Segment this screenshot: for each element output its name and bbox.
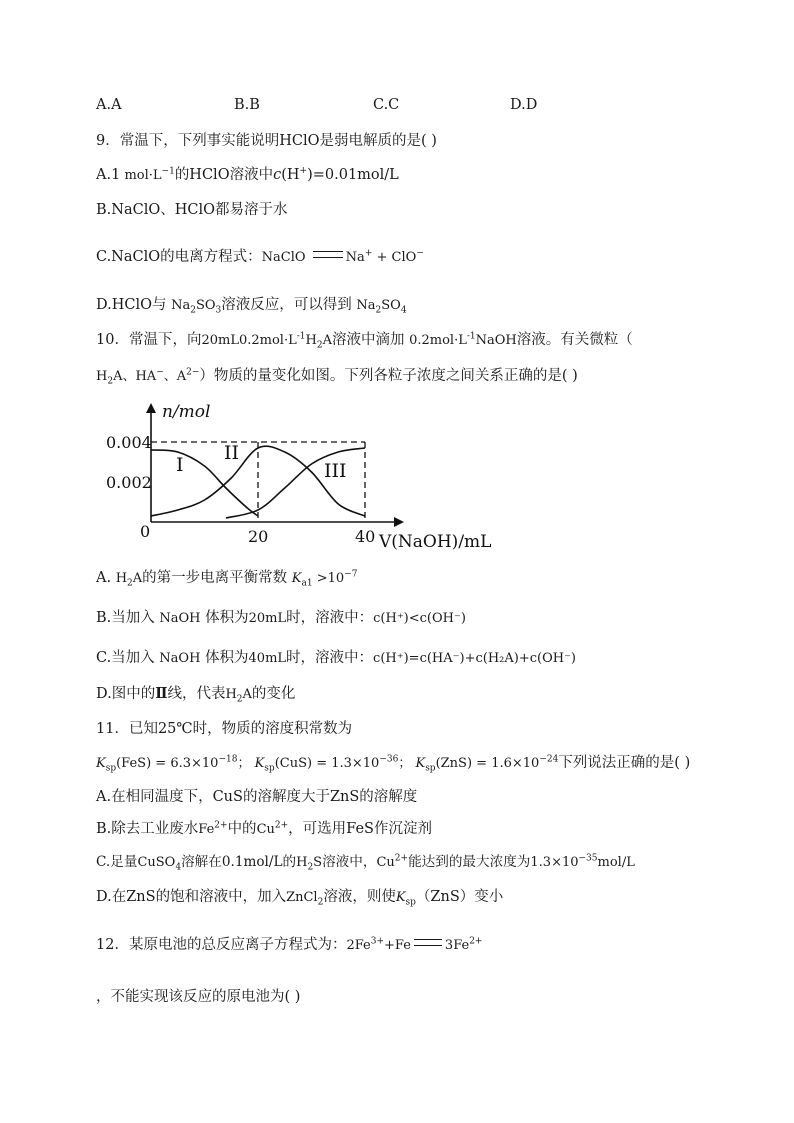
q11-ksp-line: $K_{sp}(FeS) = 6.3\times 10^{-18}$； $K_{sp}(CuS) = 1.3\times 10^{-36}$； $K_{sp}(ZnS) = 1.6\times 10^{-24}$下列说法正确的是( ) (96, 754, 691, 774)
prev-option-c: C.C (373, 97, 400, 113)
x-tick-0: 0 (140, 522, 151, 541)
q9-option-c: C.NaClO的电离方程式：NaClO Na+ + ClO− (96, 248, 424, 265)
species-amount-chart (96, 395, 506, 555)
q10-option-a: A. $H_2A$的第一步电离平衡常数 $K_{a1} >10^{-7}$ (96, 569, 358, 589)
q11-option-a: A.在相同温度下，CuS的溶解度大于ZnS的溶解度 (96, 789, 418, 805)
q10-stem-line2: $H_2A$、HA−、$A^{2-}$）物质的量变化如图。下列各粒子浓度之间关系正确的是( ) (96, 367, 578, 387)
curve-label-i: I (176, 454, 184, 476)
q9-option-a: A.1 $mol\cdot L^{-1}$的HClO溶液中c(H+)=0.01mol/L (96, 166, 399, 183)
curve-label-iii: III (324, 460, 347, 482)
prev-option-a: A.A (96, 97, 122, 113)
q9-option-b: B.NaClO、HClO都易溶于水 (96, 202, 288, 218)
x-axis-label: V(NaOH)/mL (379, 532, 492, 552)
x-axis-arrow (394, 517, 404, 527)
q9-option-d: D.HClO与 $Na_2SO_3$溶液反应，可以得到 $Na_2SO_4$ (96, 297, 407, 316)
equals-arrow (313, 251, 343, 258)
y-tick-0.004: 0.004 (106, 433, 152, 452)
q12-tail: ，不能实现该反应的原电池为( ) (96, 989, 301, 1005)
q9-stem: 9．常温下，下列事实能说明HClO是弱电解质的是( ) (96, 133, 437, 149)
curve-i (151, 450, 258, 516)
q11-option-c: C.足量CuSO$_4$溶解在0.1mol/L的$H_2S$溶液中，$Cu^{2+}$能达到的最大浓度为$1.3\times 10^{-35}mol/L$ (96, 853, 635, 873)
y-tick-0.002: 0.002 (106, 473, 152, 492)
q10-option-d: D.图中的Ⅱ线，代表$H_2A$的变化 (96, 685, 296, 705)
q10-option-b: B.当加入 NaOH 体积为20mL时，溶液中：c(H⁺)<c(OH⁻) (96, 610, 466, 626)
equals-arrow (414, 939, 442, 946)
curve-label-ii: II (224, 442, 240, 464)
y-axis-arrow (146, 403, 156, 413)
q11-option-d: D.在ZnS的饱和溶液中，加入ZnCl$_2$溶液，则使$K_{sp}(ZnS)$变小 (96, 889, 504, 908)
prev-option-d: D.D (510, 97, 538, 113)
q10-stem-line1: 10．常温下，向$20mL0.2mol\cdot L^{-1}H_2A$溶液中滴加 $0.2mol\cdot L^{-1}NaOH$溶液。有关微粒（ (96, 331, 633, 351)
x-tick-40: 40 (355, 527, 376, 546)
q11-stem: 11．已知25℃时，物质的溶度积常数为 (96, 721, 353, 737)
q10-option-c: C.当加入 NaOH 体积为40mL时，溶液中：c(H⁺)=c(HA⁻)+c(H₂A)+c(OH⁻) (96, 650, 577, 666)
q12-stem: 12．某原电池的总反应离子方程式为：$2Fe^{3+}+Fe$ $3Fe^{2+}$ (96, 936, 483, 953)
y-axis-label: n/mol (162, 402, 211, 422)
x-tick-20: 20 (248, 527, 269, 546)
prev-option-b: B.B (234, 97, 260, 113)
q11-option-b: B.除去工业废水$Fe^{2+}$中的$Cu^{2+}$，可选用FeS作沉淀剂 (96, 820, 432, 837)
